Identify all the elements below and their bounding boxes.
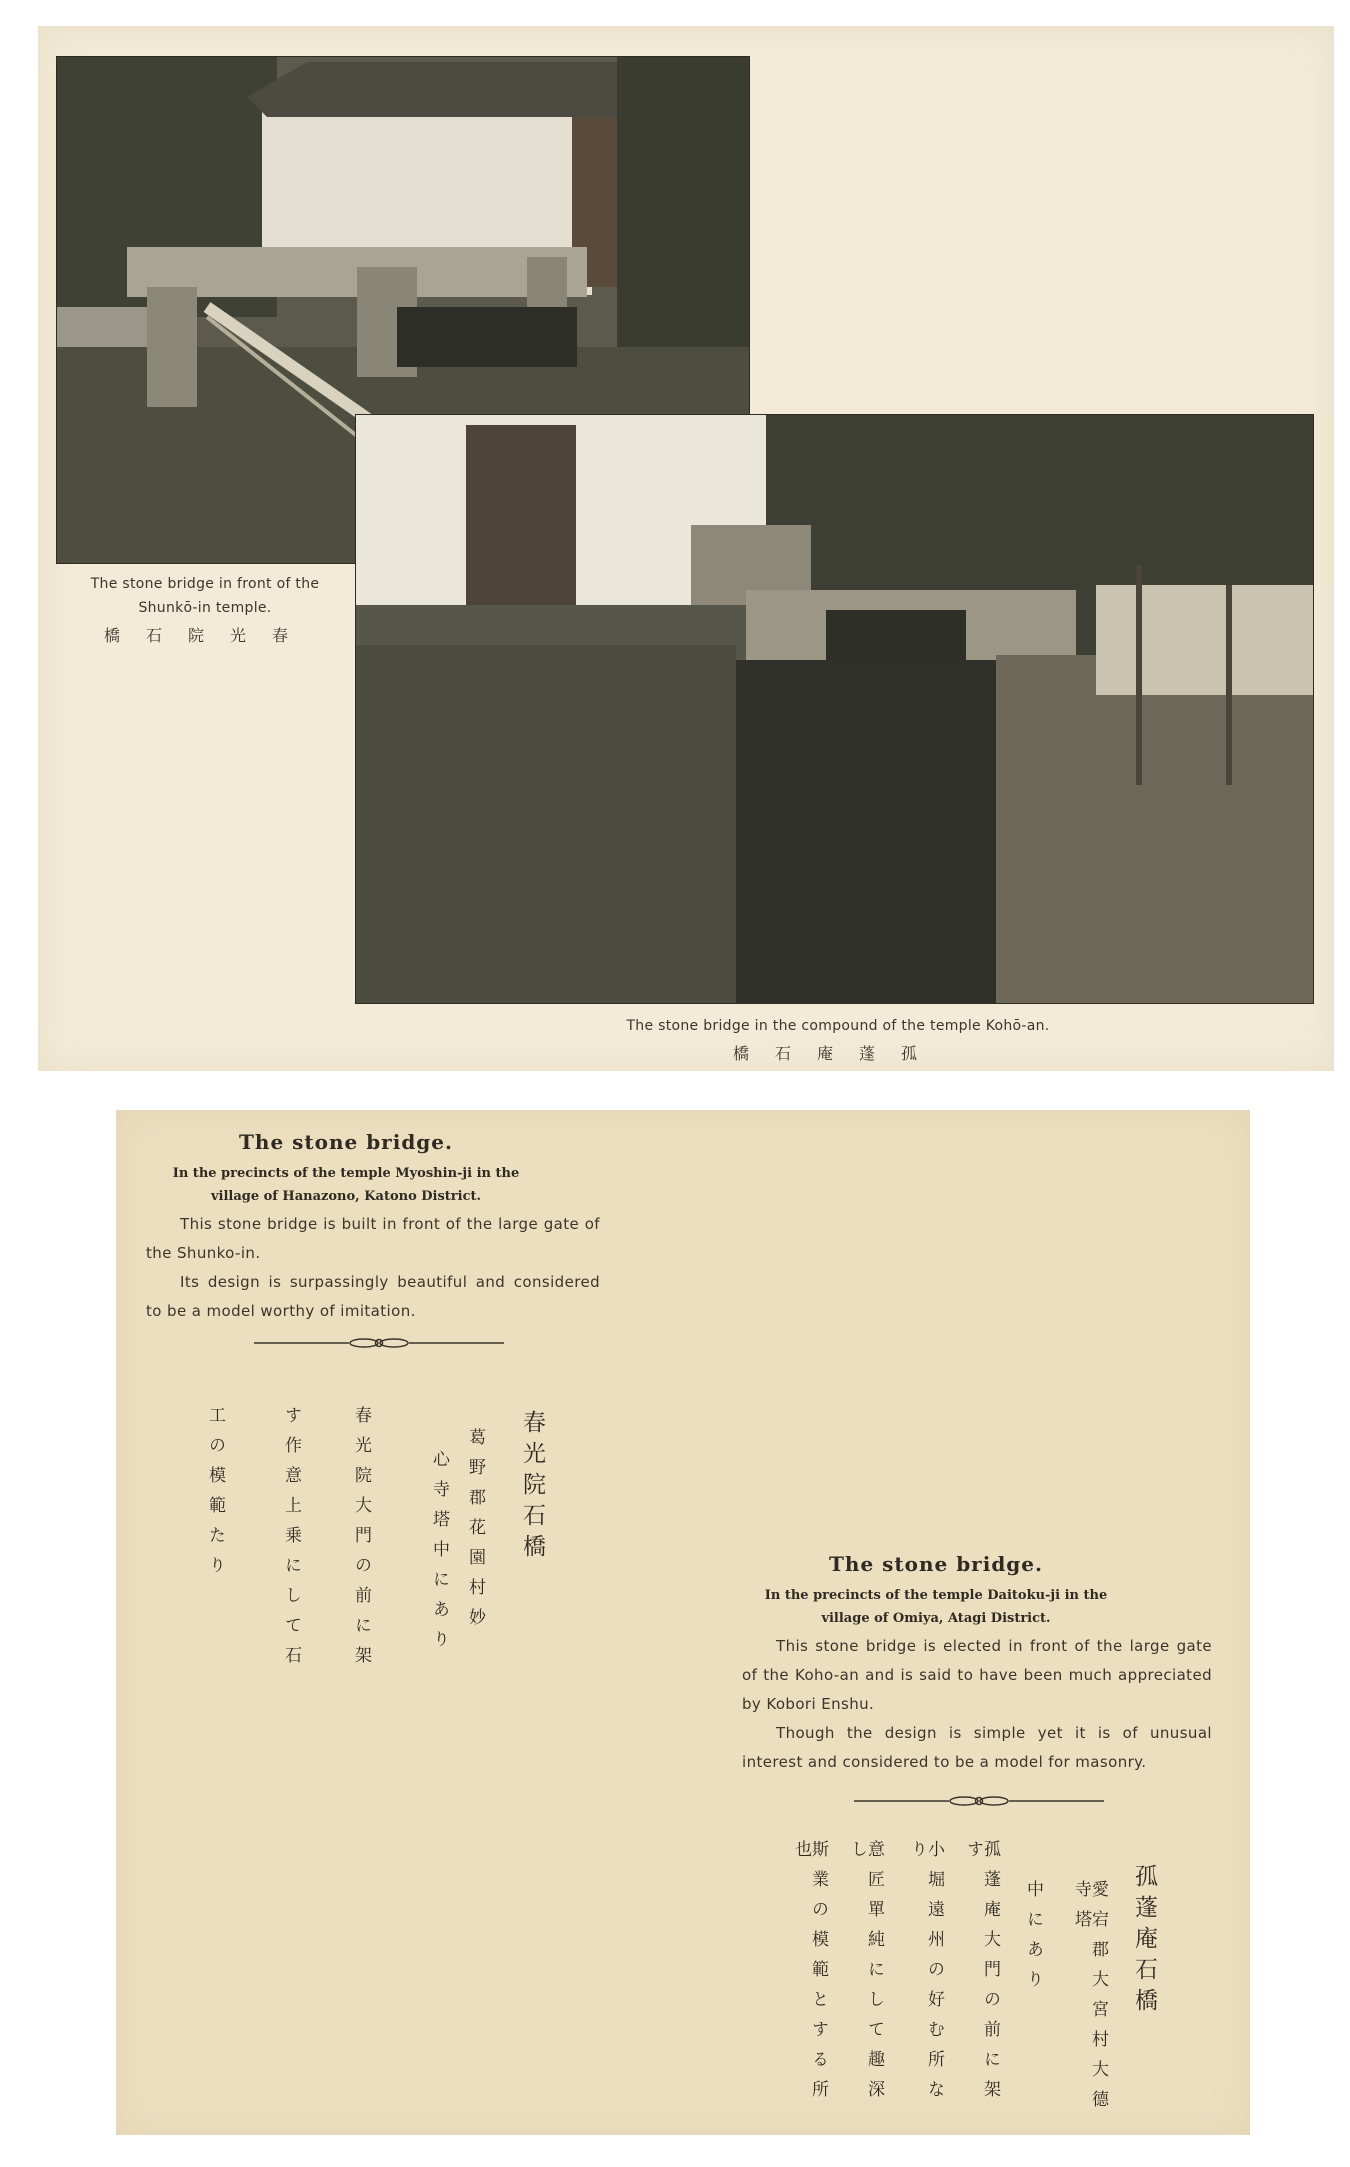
section1-subtitle-line2: village of Hanazono, Katono District. [210, 1189, 482, 1204]
section1-paragraph2: Its design is surpassingly beautiful and considered to be a model worthy of imitation. [146, 1273, 600, 1320]
section2-body [742, 1632, 1212, 1777]
koho-an-caption-jp: 橋石庵蓬孤 [732, 1044, 943, 1063]
section2-subtitle-line1: In the precincts of the temple Daitoku-ji in the [764, 1588, 1108, 1603]
section2-jp-col4: 小堀遠州の好む所なり [907, 1840, 944, 2110]
section2-ornament [854, 1794, 1104, 1808]
section1-paragraph1: This stone bridge is built in front of the large gate of the Shunko-in. [146, 1215, 600, 1262]
koho-an-caption: The stone bridge in the compound of the temple Kohō-an. [626, 1018, 1050, 1034]
section2-title: The stone bridge. [829, 1552, 1043, 1576]
section1-jp-col2: 心寺塔中にあり [429, 1450, 449, 1660]
section1-jp-col1: 葛野郡花園村妙 [465, 1428, 485, 1638]
koho-an-bridge-image [356, 415, 1313, 1003]
section1-body [146, 1210, 600, 1326]
shunko-in-caption [74, 572, 336, 620]
bottom-page [116, 1110, 1250, 2135]
section2-jp-col2: 中にあり [1023, 1880, 1043, 2000]
section2-subtitle-line2: village of Omiya, Atagi District. [821, 1611, 1051, 1626]
section1-subtitle [136, 1162, 556, 1208]
section2-jp-col5: 意匠單純にして趣深し [847, 1840, 884, 2110]
section2-jp-col3: 孤蓬庵大門の前に架す [963, 1840, 1000, 2110]
section1-jp-col5: 工の模範たり [205, 1406, 225, 1586]
section1-jp-title: 春光院石橋 [519, 1410, 545, 1565]
shunko-in-caption-line2: Shunkō-in temple. [138, 600, 272, 616]
top-page [38, 26, 1334, 1071]
section1-jp-col4: す作意上乗にして石 [281, 1406, 301, 1676]
section1-jp-col3: 春光院大門の前に架 [351, 1406, 371, 1676]
section2-jp-col6: 斯業の模範とする所也 [791, 1840, 828, 2110]
section1-subtitle-line1: In the precincts of the temple Myoshin-ji in the [172, 1166, 520, 1181]
section2-jp-title: 孤蓬庵石橋 [1131, 1864, 1157, 2019]
shunko-in-caption-line1: The stone bridge in front of the [90, 576, 320, 592]
section2-subtitle [726, 1584, 1146, 1630]
section2-paragraph2: Though the design is simple yet it is of unusual interest and considered to be a model for masonry. [742, 1724, 1212, 1771]
section1-ornament [254, 1336, 504, 1350]
section1-title: The stone bridge. [239, 1130, 453, 1154]
koho-an-bridge-photo [355, 414, 1314, 1004]
section2-jp-col1: 愛宕郡大宮村大德寺塔 [1071, 1880, 1108, 2120]
section2-paragraph1: This stone bridge is elected in front of the large gate of the Koho-an and is said to have been much appreciated by Kobori Enshu. [742, 1637, 1212, 1713]
shunko-in-caption-jp: 橋石院光春 [103, 626, 314, 645]
